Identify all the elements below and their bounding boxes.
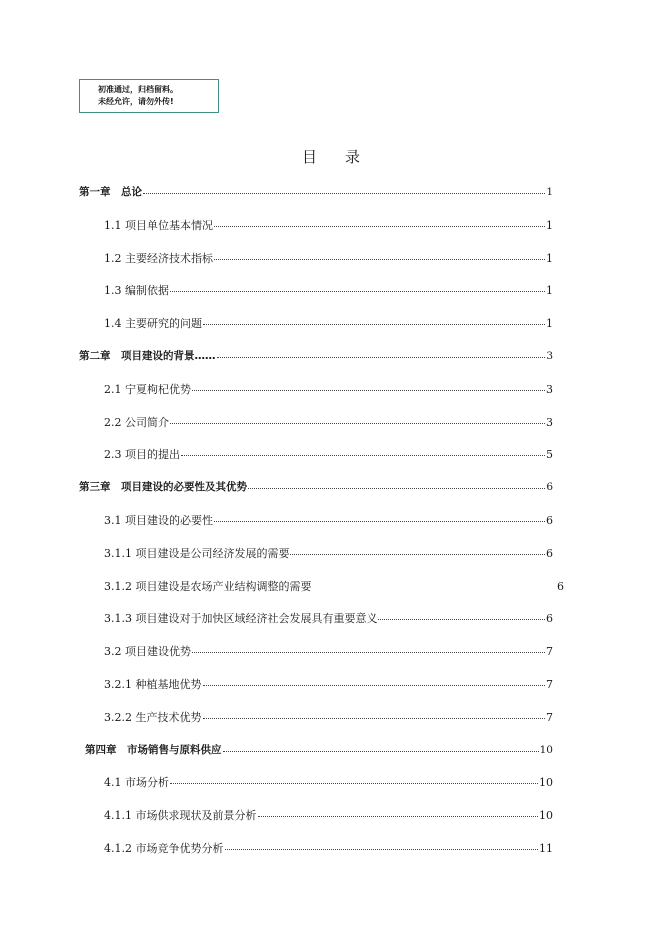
toc-section-row [104,610,553,628]
toc-entry-label: 4.1.2 市场竞争优势分析 [104,842,224,855]
toc-leader-dots [203,709,546,719]
toc-entry-label: 4.1 市场分析 [104,776,169,790]
archive-stamp [79,79,219,113]
toc-entry-label: 1.4 主要研究的问题 [104,317,202,331]
toc-entry-label: 4.1.1 市场供求现状及前景分析 [104,809,257,823]
toc-chapter-row [79,479,553,497]
toc-page-number: 10 [539,809,553,823]
toc-leader-dots [203,676,546,686]
toc-entry-label: 3.2.2 生产技术优势 [104,710,202,724]
toc-section-row [104,840,553,858]
toc-section-row [104,414,553,432]
toc-leader-dots [181,446,545,456]
toc-section-row [104,217,553,235]
toc-entry-label: 3.2.1 种植基地优势 [104,678,202,691]
toc-entry-label: 2.2 公司简介 [104,415,169,429]
toc-entry-label: 1.1 项目单位基本情况 [104,218,213,232]
toc-page-number: 5 [546,448,553,462]
toc-entry-label: 第二章 项目建设的背景…… [79,350,216,362]
toc-entry-label: 第四章 市场销售与原料供应 [85,743,222,756]
toc-chapter-row [79,348,553,366]
toc-entry-label: 第三章 项目建设的必要性及其优势 [79,481,247,494]
toc-section-row [104,774,553,792]
toc-page-number: 1 [546,284,553,298]
toc-chapter-row [85,742,553,760]
toc-leader-dots [214,217,545,227]
toc-leader-dots [214,250,545,260]
toc-section-row [104,250,553,268]
toc-leader-dots [225,840,539,850]
toc-section-row [104,315,553,333]
toc-page-number: 6 [546,612,553,626]
toc-page-number: 1 [546,218,553,232]
toc-leader-dots [248,479,545,489]
toc-page-number: 3 [546,415,553,429]
toc-page-number: 7 [546,645,553,659]
toc-leader-dots [170,282,545,292]
toc-entry-label: 3.1.3 项目建设对于加快区域经济社会发展具有重要意义 [104,612,378,626]
toc-entry-label: 3.2 项目建设优势 [104,645,191,659]
toc-section-row [104,545,553,563]
toc-entry-label: 3.1.1 项目建设是公司经济发展的需要 [104,546,290,560]
toc-leader-dots [290,545,545,555]
toc-leader-dots [258,807,539,817]
toc-leader-dots [192,643,545,653]
toc-leader-dots [217,348,546,358]
toc-leader-dots [143,184,545,194]
toc-entry-label: 3.1 项目建设的必要性 [104,514,213,527]
toc-page-number: 1 [546,186,553,198]
toc-page-number: 6 [557,579,564,593]
toc-page-number: 10 [539,776,553,790]
toc-section-row [104,381,553,399]
toc-leader-dots [312,578,556,587]
toc-entry-label: 2.1 宁夏枸杞优势 [104,382,191,396]
toc-chapter-row [79,184,553,202]
toc-entry-label: 2.3 项目的提出 [104,448,180,462]
toc-section-row [104,676,553,694]
toc-entry-label: 第一章 总论 [79,186,142,198]
toc-section-row [104,578,564,596]
toc-page-number: 1 [546,317,553,331]
toc-page-number: 6 [546,514,553,527]
toc-page-number: 3 [546,350,553,362]
toc-section-row [104,512,553,530]
toc-entry-label: 1.2 主要经济技术指标 [104,251,213,265]
toc-section-row [104,709,553,727]
toc-section-row [104,282,553,300]
toc-page-number: 7 [546,678,553,691]
toc-entry-label: 3.1.2 项目建设是农场产业结构调整的需要 [104,579,312,593]
toc-leader-dots [192,381,545,391]
toc-leader-dots [214,512,545,522]
toc-page-number: 7 [546,710,553,724]
toc-page-number: 6 [546,481,553,494]
toc-leader-dots [223,742,539,752]
stamp-line-1: 初准通过，归档留料。 [98,85,178,94]
page-title: 目录 [301,148,388,166]
toc-section-row [104,643,553,661]
toc-page-number: 10 [539,743,553,756]
toc-page-number: 1 [546,251,553,265]
toc-entry-label: 1.3 编制依据 [104,284,169,298]
toc-page-number: 3 [546,382,553,396]
toc-page-number: 11 [539,842,553,855]
toc-leader-dots [203,315,545,325]
toc-section-row [104,807,553,825]
toc-page-number: 6 [546,546,553,560]
toc-leader-dots [170,774,538,784]
toc-section-row [104,446,553,464]
stamp-line-2: 未经允许，请勿外传! [98,97,174,106]
toc-leader-dots [170,414,545,424]
toc-leader-dots [378,610,545,620]
